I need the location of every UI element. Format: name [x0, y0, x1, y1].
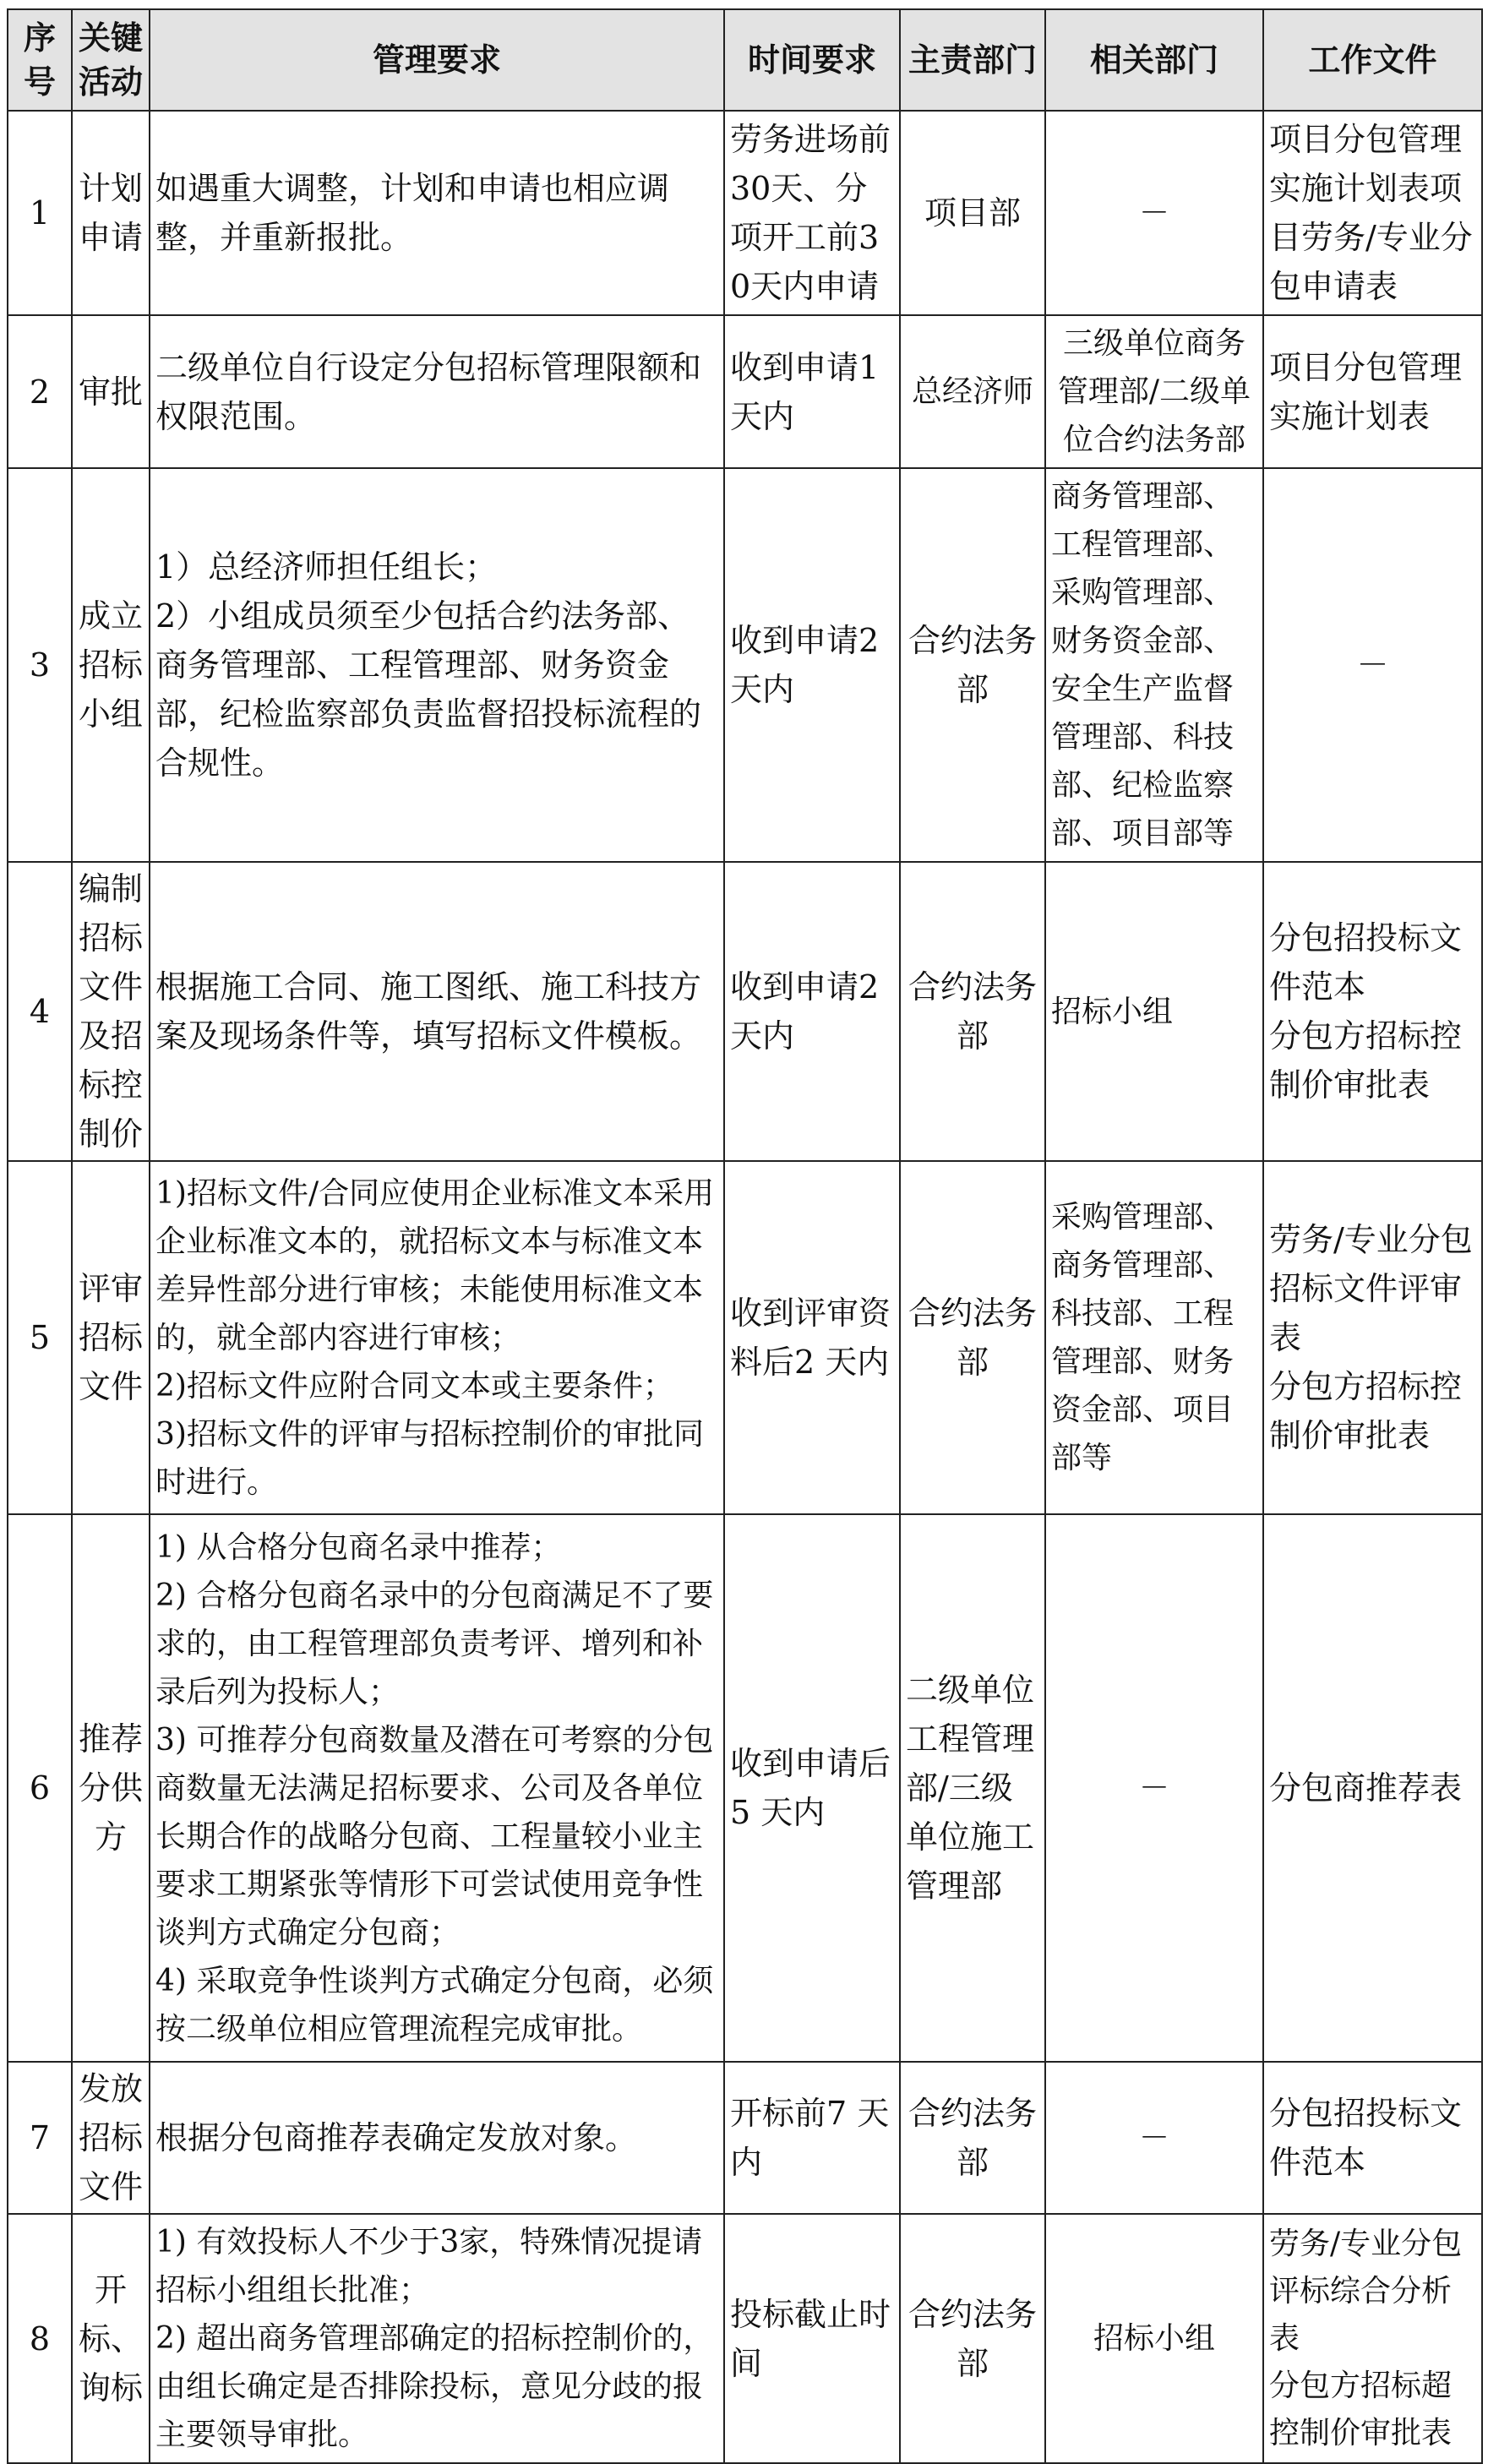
row-time: 收到申请2天内	[724, 468, 900, 862]
row-related: 三级单位商务管理部/二级单位合约法务部	[1045, 315, 1263, 468]
requirement-line: 3) 可推荐分包商数量及潜在可考察的分包商数量无法满足招标要求、公司及各单位长期合作的战略分包商、工程量较小业主要求工期紧张等情形下可尝试使用竞争性谈判方式确定分包商；	[155, 1722, 714, 1950]
row-requirement	[150, 862, 724, 1161]
requirement-line: 1)招标文件/合同应使用企业标准文本采用企业标准文本的，就招标文本与标准文本差异性部分进行审核；未能使用标准文本的，就全部内容进行审核；	[155, 1175, 715, 1355]
row-requirement	[150, 1514, 724, 2062]
header-docs: 工作文件	[1263, 9, 1482, 111]
row-owner: 总经济师	[900, 315, 1045, 468]
row-docs	[1263, 2214, 1482, 2463]
table-row	[8, 2214, 1482, 2463]
row-owner: 项目部	[900, 111, 1045, 315]
table-row	[8, 111, 1482, 315]
requirement-line: 2)招标文件应附合同文本或主要条件；	[155, 1368, 673, 1404]
header-requirement: 管理要求	[150, 9, 724, 111]
row-owner: 合约法务部	[900, 2062, 1045, 2214]
requirement-line: 如遇重大调整，计划和申请也相应调整，并重新报批。	[155, 170, 670, 256]
row-no: 2	[8, 315, 72, 468]
requirement-line: 4) 采取竞争性谈判方式确定分包商，必须按二级单位相应管理流程完成审批。	[155, 1963, 714, 2047]
row-related: －	[1045, 1514, 1263, 2062]
row-related: 采购管理部、商务管理部、科技部、工程管理部、财务资金部、项目部等	[1045, 1161, 1263, 1514]
row-related: 招标小组	[1045, 2214, 1263, 2463]
requirement-line: 3)招标文件的评审与招标控制价的审批同时进行。	[155, 1416, 704, 1500]
row-no: 7	[8, 2062, 72, 2214]
row-docs: 项目分包管理实施计划表	[1263, 315, 1482, 468]
row-owner: 合约法务部	[900, 862, 1045, 1161]
header-no: 序号	[8, 9, 72, 111]
row-time: 收到申请2天内	[724, 862, 900, 1161]
requirement-line: 1) 从合格分包商名录中推荐；	[155, 1529, 562, 1565]
doc-line: 劳务/专业分包招标文件评审表	[1269, 1221, 1473, 1356]
row-no: 6	[8, 1514, 72, 2062]
row-related: 商务管理部、工程管理部、采购管理部、财务资金部、安全生产监督管理部、科技部、纪检监察部、项目部等	[1045, 468, 1263, 862]
row-docs: 项目分包管理实施计划表项目劳务/专业分包申请表	[1263, 111, 1482, 315]
row-time: 收到申请1天内	[724, 315, 900, 468]
row-activity: 计划申请	[72, 111, 150, 315]
row-no: 1	[8, 111, 72, 315]
header-owner: 主责部门	[900, 9, 1045, 111]
process-table	[7, 8, 1483, 2464]
row-activity: 评审招标文件	[72, 1161, 150, 1514]
row-requirement	[150, 1161, 724, 1514]
requirement-line: 1) 有效投标人不少于3家，特殊情况提请招标小组组长批准；	[155, 2225, 703, 2308]
table-row	[8, 862, 1482, 1161]
requirement-line: 2) 合格分包商名录中的分包商满足不了要求的，由工程管理部负责考评、增列和补录后列为投标人；	[155, 1578, 714, 1709]
row-no: 3	[8, 468, 72, 862]
row-owner: 合约法务部	[900, 468, 1045, 862]
row-related: 招标小组	[1045, 862, 1263, 1161]
row-docs: 分包商推荐表	[1263, 1514, 1482, 2062]
header-related: 相关部门	[1045, 9, 1263, 111]
row-docs	[1263, 862, 1482, 1161]
row-activity: 发放招标文件	[72, 2062, 150, 2214]
row-no: 4	[8, 862, 72, 1161]
row-docs: 分包招投标文件范本	[1263, 2062, 1482, 2214]
requirement-line: 2）小组成员须至少包括合约法务部、商务管理部、工程管理部、财务资金部，纪检监察部负责监督招投标流程的合规性。	[155, 597, 702, 782]
row-owner: 合约法务部	[900, 2214, 1045, 2463]
row-requirement	[150, 468, 724, 862]
table-row	[8, 1161, 1482, 1514]
row-owner: 合约法务部	[900, 1161, 1045, 1514]
row-docs: －	[1263, 468, 1482, 862]
table-row	[8, 315, 1482, 468]
row-time: 投标截止时间	[724, 2214, 900, 2463]
table-row	[8, 1514, 1482, 2062]
row-activity: 成立招标小组	[72, 468, 150, 862]
row-requirement	[150, 2214, 724, 2463]
header-time: 时间要求	[724, 9, 900, 111]
row-activity: 编制招标文件及招标控制价	[72, 862, 150, 1161]
row-related: －	[1045, 111, 1263, 315]
table-row	[8, 468, 1482, 862]
header-activity: 关键活动	[72, 9, 150, 111]
row-no: 8	[8, 2214, 72, 2463]
row-requirement	[150, 2062, 724, 2214]
row-requirement	[150, 315, 724, 468]
row-activity: 开标、询标	[72, 2214, 150, 2463]
row-related: －	[1045, 2062, 1263, 2214]
doc-line: 分包方招标超控制价审批表	[1269, 2368, 1453, 2450]
row-time: 收到申请后 5 天内	[724, 1514, 900, 2062]
row-time: 开标前7 天内	[724, 2062, 900, 2214]
row-requirement	[150, 111, 724, 315]
requirement-line: 根据分包商推荐表确定发放对象。	[155, 2119, 638, 2156]
table-row	[8, 2062, 1482, 2214]
header-row	[8, 9, 1482, 111]
row-docs	[1263, 1161, 1482, 1514]
row-no: 5	[8, 1161, 72, 1514]
doc-line: 分包方招标控制价审批表	[1269, 1368, 1463, 1454]
requirement-line: 1）总经济师担任组长；	[155, 548, 498, 586]
row-activity: 推荐分供方	[72, 1514, 150, 2062]
doc-line: 分包招投标文件范本	[1269, 919, 1463, 1006]
row-owner: 二级单位工程管理部/三级单位施工管理部	[900, 1514, 1045, 2062]
row-time: 收到评审资料后2 天内	[724, 1161, 900, 1514]
row-activity: 审批	[72, 315, 150, 468]
requirement-line: 根据施工合同、施工图纸、施工科技方案及现场条件等，填写招标文件模板。	[155, 968, 702, 1055]
requirement-line: 2) 超出商务管理部确定的招标控制价的，由组长确定是否排除投标，意见分歧的报主要领导审批。	[155, 2321, 714, 2452]
row-time: 劳务进场前30天、分项开工前30天内申请	[724, 111, 900, 315]
requirement-line: 二级单位自行设定分包招标管理限额和权限范围。	[155, 348, 702, 435]
doc-line: 分包方招标控制价审批表	[1269, 1017, 1463, 1104]
doc-line: 劳务/专业分包评标综合分析表	[1269, 2226, 1463, 2356]
